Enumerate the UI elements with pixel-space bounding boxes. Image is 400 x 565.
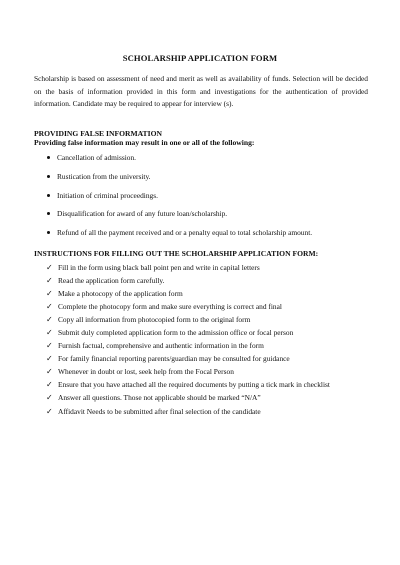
checkmark-icon: ✓ <box>46 341 53 351</box>
list-item-text: Fill in the form using black ball point pen and write in capital letters <box>58 263 260 272</box>
checkmark-icon: ✓ <box>46 367 53 377</box>
intro-paragraph: Scholarship is based on assessment of need and merit as well as availability of funds. Selection will be decided on the basis of information provided in this form and investigations for the authentication of provided information. Candidate may be required to appear for interview (s). <box>34 74 368 109</box>
list-item-text: For family financial reporting parents/guardian may be consulted for guidance <box>58 354 290 364</box>
checkmark-icon: ✓ <box>46 328 53 338</box>
checkmark-icon: ✓ <box>46 380 53 390</box>
list-item <box>34 263 368 276</box>
document-title: SCHOLARSHIP APPLICATION FORM <box>122 53 278 63</box>
instructions-list <box>34 263 368 420</box>
list-item-text: Submit duly completed application form to the admission office or focal person <box>58 328 294 338</box>
list-item-text: Cancellation of admission. <box>57 153 137 162</box>
list-item-text: Furnish factual, comprehensive and authentic information in the form <box>58 341 264 351</box>
bullet-icon <box>47 175 50 178</box>
checkmark-icon: ✓ <box>46 406 53 416</box>
checkmark-icon: ✓ <box>46 393 53 403</box>
list-item <box>34 315 368 328</box>
bullet-icon <box>47 156 50 159</box>
list-item <box>34 341 368 354</box>
list-item-text: Whenever in doubt or lost, seek help from the Focal Person <box>58 367 234 377</box>
false-info-section-header <box>34 129 368 147</box>
checkmark-icon: ✓ <box>46 289 53 299</box>
list-item <box>34 302 368 315</box>
list-item <box>34 367 368 380</box>
list-item-text: Refund of all the payment received and or a penalty equal to total scholarship amount. <box>57 228 313 238</box>
checkmark-icon: ✓ <box>46 315 53 325</box>
consequences-list <box>34 153 368 247</box>
list-item <box>34 393 368 406</box>
list-item-text: Affidavit Needs to be submitted after final selection of the candidate <box>58 406 261 416</box>
list-item <box>34 407 368 420</box>
list-item <box>34 276 368 289</box>
bullet-icon <box>47 212 50 215</box>
list-item <box>34 153 368 172</box>
list-item <box>34 172 368 191</box>
list-item-text: Disqualification for award of any future loan/scholarship. <box>57 209 228 219</box>
list-item-text: Complete the photocopy form and make sure everything is correct and final <box>58 302 282 312</box>
false-info-subheading: Providing false information may result in one or all of the following: <box>34 138 255 147</box>
list-item <box>34 354 368 367</box>
list-item <box>34 289 368 302</box>
list-item-text: Read the application form carefully. <box>58 276 165 286</box>
list-item <box>34 228 368 247</box>
instructions-heading: INSTRUCTIONS FOR FILLING OUT THE SCHOLARSHIP APPLICATION FORM: <box>34 249 319 258</box>
checkmark-icon: ✓ <box>46 302 53 312</box>
list-item-text: Copy all information from photocopied form to the original form <box>58 315 251 325</box>
false-info-heading: PROVIDING FALSE INFORMATION <box>34 129 162 138</box>
bullet-icon <box>47 194 50 197</box>
list-item-text: Ensure that you have attached all the required documents by putting a tick mark in checklist <box>58 380 330 390</box>
list-item <box>34 328 368 341</box>
checkmark-icon: ✓ <box>46 276 53 286</box>
list-item <box>34 191 368 210</box>
checkmark-icon: ✓ <box>46 354 53 364</box>
list-item-text: Initiation of criminal proceedings. <box>57 190 158 200</box>
list-item-text: Rustication from the university. <box>57 171 151 181</box>
checkmark-icon: ✓ <box>46 263 53 272</box>
list-item <box>34 380 368 393</box>
bullet-icon <box>47 231 50 234</box>
list-item <box>34 209 368 228</box>
list-item-text: Make a photocopy of the application form <box>58 289 183 299</box>
list-item-text: Answer all questions. Those not applicable should be marked “N/A” <box>58 393 261 403</box>
